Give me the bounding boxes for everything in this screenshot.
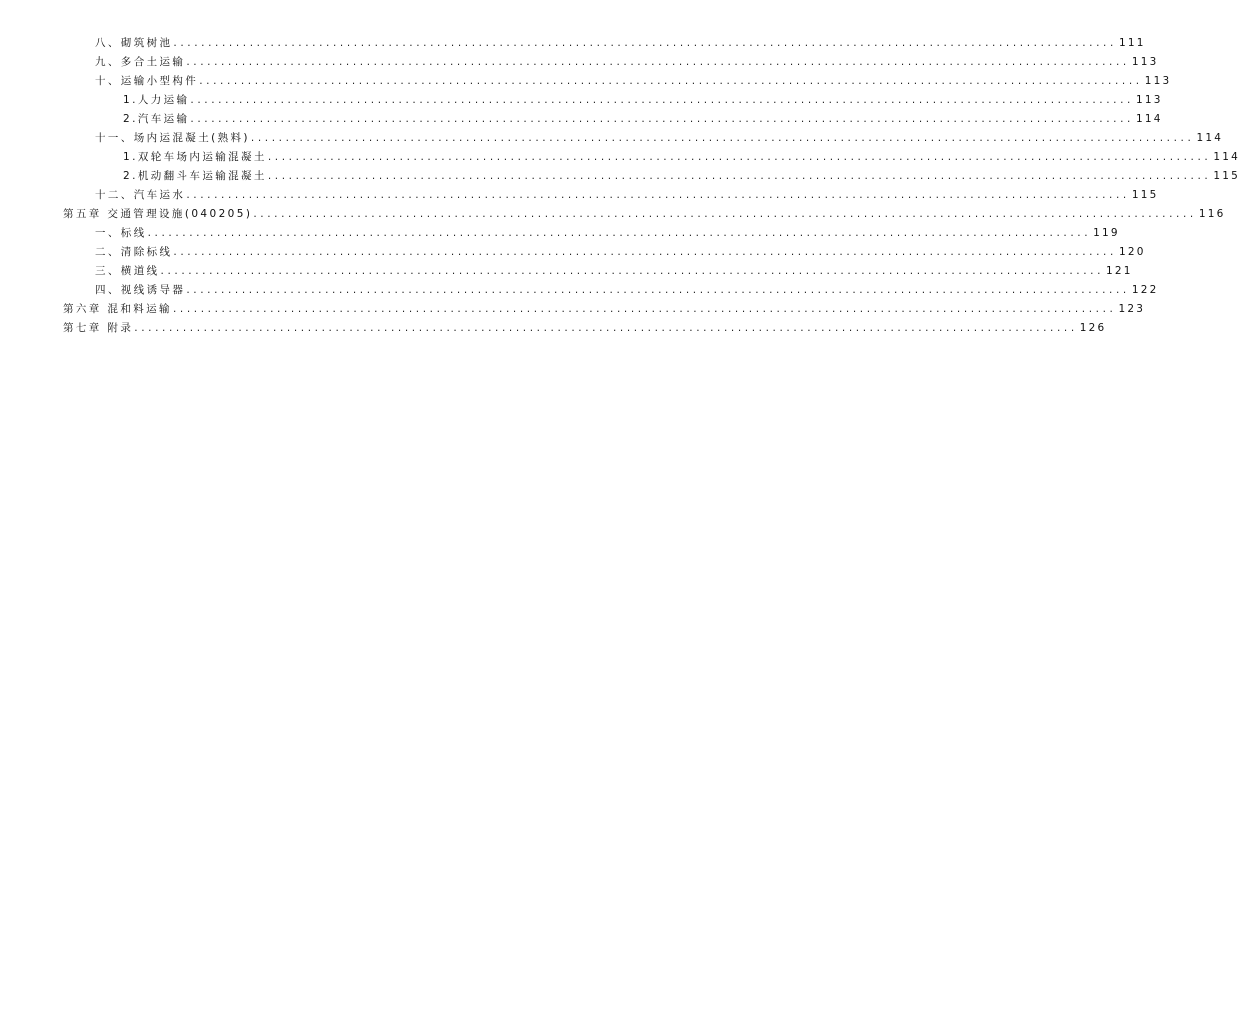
toc-entry[interactable] <box>0 243 1146 262</box>
toc-chapter-entry[interactable] <box>0 319 1107 338</box>
toc-entry-title: 四、视线诱导器 <box>95 284 186 296</box>
toc-entry[interactable] <box>0 53 1159 72</box>
toc-entry[interactable] <box>0 148 1240 167</box>
toc-entry-page: 119 <box>1093 227 1120 239</box>
toc-dot-leader: ........................................................................................................................................ <box>173 37 1117 49</box>
toc-entry-page: 114 <box>1196 132 1224 144</box>
toc-entry-page: 115 <box>1213 170 1240 182</box>
toc-entry-page: 113 <box>1131 56 1159 68</box>
toc-entry-title: 1.人力运输 <box>123 94 190 106</box>
toc-dot-leader: ........................................................................................................................................ <box>199 75 1143 87</box>
toc-chapter-entry[interactable] <box>0 205 1226 224</box>
toc-entry-page: 114 <box>1135 113 1163 125</box>
toc-entry[interactable] <box>0 224 1120 243</box>
toc-entry[interactable] <box>0 167 1240 186</box>
toc-chapter-entry[interactable] <box>0 300 1146 319</box>
toc-dot-leader: ........................................................................................................................................ <box>190 113 1134 125</box>
toc-entry[interactable] <box>0 129 1224 148</box>
toc-dot-leader: ........................................................................................................................................ <box>190 94 1134 106</box>
toc-entry[interactable] <box>0 281 1159 300</box>
toc-entry-page: 113 <box>1144 75 1172 87</box>
table-of-contents <box>0 34 1240 338</box>
toc-dot-leader: ........................................................................................................................................ <box>186 189 1130 201</box>
toc-dot-leader: ........................................................................................................................................ <box>173 246 1117 258</box>
toc-entry-title: 十一、场内运混凝土(熟料) <box>95 132 250 144</box>
toc-entry[interactable] <box>0 186 1159 205</box>
toc-dot-leader: ........................................................................................................................................ <box>267 170 1212 182</box>
toc-entry[interactable] <box>0 262 1133 281</box>
toc-entry-page: 116 <box>1198 208 1226 220</box>
toc-entry-title: 一、标线 <box>95 227 147 239</box>
toc-entry-page: 113 <box>1135 94 1163 106</box>
toc-dot-leader: ........................................................................................................................................ <box>186 56 1130 68</box>
toc-entry[interactable] <box>0 34 1146 53</box>
toc-dot-leader: ........................................................................................................................................ <box>253 208 1197 220</box>
toc-entry-title: 2.汽车运输 <box>123 113 190 125</box>
toc-dot-leader: ........................................................................................................................................ <box>134 322 1078 334</box>
toc-entry-page: 121 <box>1106 265 1133 277</box>
toc-entry[interactable] <box>0 110 1163 129</box>
toc-entry[interactable] <box>0 91 1163 110</box>
toc-entry-page: 122 <box>1131 284 1159 296</box>
toc-entry-title: 2.机动翻斗车运输混凝土 <box>123 170 267 182</box>
toc-entry-page: 115 <box>1131 189 1159 201</box>
toc-dot-leader: ........................................................................................................................................ <box>250 132 1195 144</box>
toc-dot-leader: ........................................................................................................................................ <box>147 227 1092 239</box>
toc-dot-leader: ........................................................................................................................................ <box>172 303 1117 315</box>
toc-entry-page: 126 <box>1079 322 1107 334</box>
toc-entry-title: 十、运输小型构件 <box>95 75 199 87</box>
toc-entry[interactable] <box>0 72 1172 91</box>
toc-entry-title: 第五章 交通管理设施(040205) <box>63 208 253 220</box>
toc-dot-leader: ........................................................................................................................................ <box>186 284 1130 296</box>
toc-entry-title: 第七章 附录 <box>63 322 134 334</box>
toc-entry-title: 第六章 混和料运输 <box>63 303 172 315</box>
toc-entry-title: 九、多合土运输 <box>95 56 186 68</box>
toc-entry-title: 二、清除标线 <box>95 246 173 258</box>
toc-entry-page: 111 <box>1118 37 1146 49</box>
toc-entry-title: 八、砌筑树池 <box>95 37 173 49</box>
toc-dot-leader: ........................................................................................................................................ <box>160 265 1105 277</box>
toc-entry-page: 123 <box>1118 303 1146 315</box>
toc-dot-leader: ........................................................................................................................................ <box>267 151 1212 163</box>
toc-entry-page: 114 <box>1213 151 1240 163</box>
toc-entry-title: 十二、汽车运水 <box>95 189 186 201</box>
toc-entry-page: 120 <box>1118 246 1146 258</box>
toc-entry-title: 三、横道线 <box>95 265 160 277</box>
toc-entry-title: 1.双轮车场内运输混凝土 <box>123 151 267 163</box>
